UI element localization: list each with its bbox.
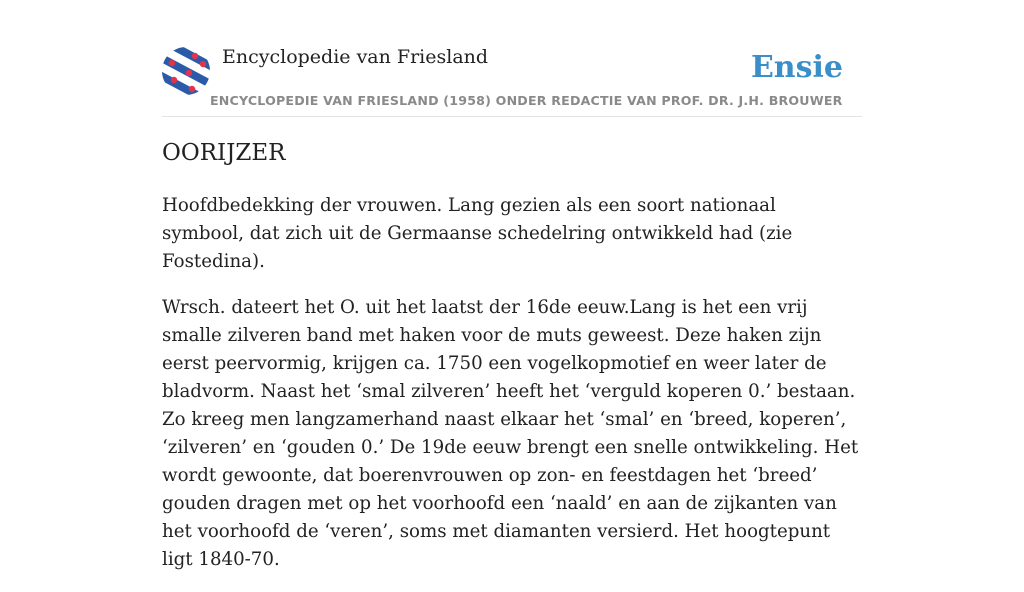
site-title[interactable]: Encyclopedie van Friesland: [222, 46, 489, 68]
encyclopedia-subtitle: ENCYCLOPEDIE VAN FRIESLAND (1958) ONDER REDACTIE VAN PROF. DR. J.H. BROUWER: [210, 93, 843, 108]
article-paragraph: Hoofdbedekking der vrouwen. Lang gezien als een soort nationaal symbool, dat zich uit de Germaanse schedelring ontwikkeld had (zie Fostedina).: [162, 195, 793, 272]
site-header: [162, 45, 862, 117]
article-title: OORIJZER: [162, 140, 286, 166]
article-body: [162, 192, 862, 592]
ensie-brand-link[interactable]: Ensie: [750, 50, 843, 85]
article-paragraph: Wrsch. dateert het O. uit het laatst der 16de eeuw.Lang is het een vrij smalle zilveren band met haken voor de muts geweest. Deze haken zijn eerst peervormig, krijgen ca. 1750 een vogelkopmotief en weer later de bladvorm. Naast het ‘smal zilveren’ heeft het ‘verguld koperen 0.’ bestaan. Zo kreeg men langzamerhand naast elkaar het ‘smal’ en ‘breed, koperen’, ‘zilveren’ en ‘gouden 0.’ De 19de eeuw brengt een snelle ontwikkeling. Het wordt gewoonte, dat boerenvrouwen op zon- en feestdagen het ‘breed’ gouden dragen met op het voorhoofd een ‘naald’ en aan de zijkanten van het voorhoofd de ‘veren’, soms met diamanten versierd. Het hoogtepunt ligt 1840-70.: [162, 297, 859, 570]
frisian-flag-logo-icon[interactable]: [162, 47, 210, 95]
